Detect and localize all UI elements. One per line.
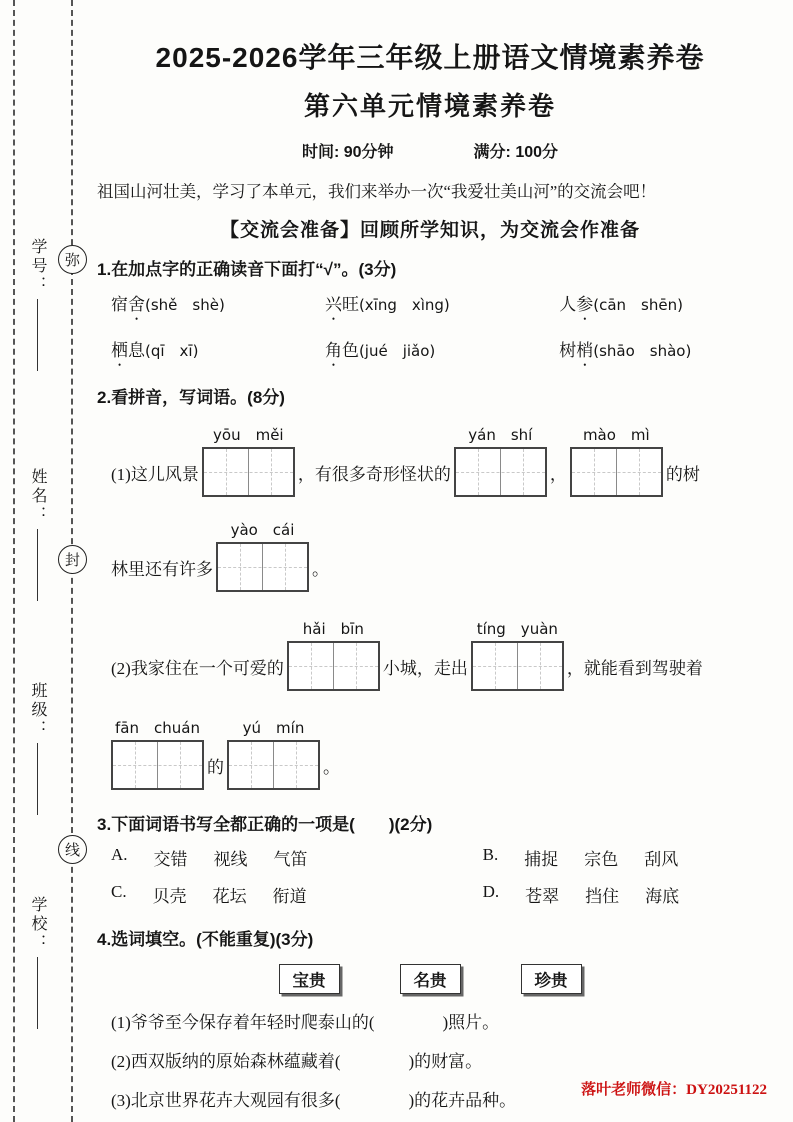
q1-items — [111, 290, 763, 370]
seal-char-label: 线 — [64, 843, 80, 859]
student-name-label: 姓名： — [29, 468, 46, 525]
pinyin-label: yōu měi — [213, 426, 284, 444]
pinyin-label: yán shí — [468, 426, 533, 444]
word-part: 宿 — [111, 295, 128, 314]
class-label: 班级： — [29, 682, 46, 739]
writing-cell[interactable] — [333, 643, 378, 689]
q2-text: ，有很多奇形怪状的 — [297, 465, 451, 484]
q3-option-c[interactable] — [111, 882, 483, 907]
option-word: 宗色 — [584, 850, 619, 869]
q2-line-3 — [111, 618, 763, 691]
time-limit: 时间: 90分钟 — [301, 144, 394, 161]
student-number-label: 学号： — [29, 238, 46, 295]
student-number-blank[interactable] — [37, 299, 38, 371]
writing-box-yanshi — [454, 424, 547, 497]
q2-line-1 — [111, 424, 763, 497]
word-part: 息 — [128, 341, 145, 360]
writing-cell[interactable] — [289, 643, 333, 689]
school-blank[interactable] — [37, 957, 38, 1029]
writing-box-maomi — [570, 424, 663, 497]
pinyin-label: fān chuán — [115, 719, 200, 737]
option-word: 苍翠 — [525, 887, 560, 906]
seal-char-feng — [58, 545, 87, 574]
writing-cell[interactable] — [273, 742, 318, 788]
option-word: 海底 — [645, 887, 680, 906]
q4-prompt — [97, 925, 763, 950]
q2-text: (2)我家住在一个可爱的 — [111, 659, 284, 678]
q4-item-2[interactable]: (2)西双版纳的原始森林蕴藏着( )的财富。 — [111, 1052, 483, 1071]
dotted-char: 栖 — [111, 341, 128, 360]
word-bank-item[interactable]: 名贵 — [400, 964, 461, 994]
word-part: 色 — [341, 341, 359, 360]
q2-text: 林里还有许多 — [111, 560, 213, 579]
writing-box-haibin — [287, 618, 380, 691]
writing-cell[interactable] — [157, 742, 202, 788]
option-word: 刮风 — [644, 850, 679, 869]
q4-item-3[interactable]: (3)北京世界花卉大观园有很多( )的花卉品种。 — [111, 1091, 517, 1110]
option-word: 贝壳 — [152, 887, 187, 906]
student-name-blank[interactable] — [37, 529, 38, 601]
writing-cells[interactable] — [202, 447, 295, 497]
q1-item[interactable] — [325, 336, 559, 370]
writing-cells[interactable] — [111, 740, 204, 790]
writing-cell[interactable] — [473, 643, 517, 689]
q1-prompt-text: 在加点字的正确读音下面打“√”。(3分) — [111, 260, 397, 279]
q2-text: 的树 — [665, 465, 700, 484]
pinyin-label: yú mín — [242, 719, 305, 737]
pinyin-label: mào mì — [582, 426, 650, 444]
q2-text: 。 — [323, 758, 340, 777]
writing-box-youmei — [202, 424, 295, 497]
q3-number: 3. — [97, 815, 112, 834]
option-word: 视线 — [213, 850, 248, 869]
meta-row — [97, 139, 763, 162]
teacher-contact: 落叶老师微信：DY20251122 — [581, 1082, 767, 1098]
seal-char-xian — [58, 835, 87, 864]
class-field[interactable] — [26, 682, 49, 815]
full-score: 满分: 100分 — [473, 144, 559, 161]
word-part: 人 — [559, 295, 577, 314]
student-number-field[interactable] — [26, 238, 49, 371]
dotted-char: 兴 — [324, 295, 342, 314]
q1-number: 1. — [97, 260, 112, 279]
writing-cell[interactable] — [572, 449, 616, 495]
q2-text: ，就能看到驾驶着 — [566, 659, 703, 678]
writing-cell[interactable] — [517, 643, 562, 689]
writing-cells[interactable] — [570, 447, 663, 497]
writing-cell[interactable] — [113, 742, 157, 788]
writing-box-fanchuan — [111, 717, 204, 790]
student-name-field[interactable] — [26, 468, 49, 601]
writing-box-yaocai — [216, 519, 309, 592]
q1-prompt — [97, 255, 763, 280]
q3-option-a[interactable] — [111, 845, 483, 870]
school-field[interactable] — [26, 896, 49, 1029]
word-part: 树 — [559, 341, 577, 360]
pinyin-choices[interactable]: (shě shè) — [145, 296, 225, 314]
dotted-char: 角 — [324, 341, 342, 360]
writing-box-yumin — [227, 717, 320, 790]
option-word: 捕捉 — [524, 850, 559, 869]
writing-cells[interactable] — [454, 447, 547, 497]
q3-prompt-text: 下面词语书写全都正确的一项是( )(2分) — [111, 815, 433, 834]
writing-cells[interactable] — [216, 542, 309, 592]
pinyin-label: yào cái — [230, 521, 295, 539]
writing-cell[interactable] — [204, 449, 248, 495]
writing-cells[interactable] — [287, 641, 380, 691]
section-header: 【交流会准备】回顾所学知识，为交流会作准备 — [219, 220, 640, 241]
writing-cell[interactable] — [248, 449, 293, 495]
q1-item[interactable] — [559, 290, 763, 324]
q2-text: 的 — [207, 758, 224, 777]
writing-cells[interactable] — [471, 641, 564, 691]
q1-item[interactable] — [325, 290, 559, 324]
option-word: 衔道 — [272, 887, 307, 906]
paper-title: 2025-2026学年三年级上册语文情境素养卷 — [155, 42, 705, 73]
q1-item[interactable] — [559, 336, 763, 370]
pinyin-choices[interactable]: (jué jiǎo) — [358, 342, 436, 360]
option-word: 挡住 — [585, 887, 620, 906]
q4-item-1[interactable]: (1)爷爷至今保存着年轻时爬泰山的( )照片。 — [111, 1013, 500, 1032]
exam-paper — [97, 36, 763, 1111]
writing-cells[interactable] — [227, 740, 320, 790]
option-letter: B. — [482, 845, 499, 864]
q3-options — [111, 845, 763, 907]
option-word: 花坛 — [212, 887, 247, 906]
q2-text: (1)这儿风景 — [111, 465, 199, 484]
dotted-char: 梢 — [576, 341, 594, 360]
dotted-char: 参 — [576, 295, 594, 314]
writing-cell[interactable] — [456, 449, 500, 495]
q2-text: ， — [549, 465, 567, 484]
seal-char-mi — [58, 245, 87, 274]
pinyin-choices[interactable]: (xīng xìng) — [358, 296, 450, 314]
writing-cell[interactable] — [262, 544, 307, 590]
q2-number: 2. — [97, 388, 112, 407]
word-part: 旺 — [341, 295, 359, 314]
q2-text: 。 — [312, 560, 329, 579]
writing-cell[interactable] — [500, 449, 545, 495]
intro-text: 祖国山河壮美，学习了本单元，我们来举办一次“我爱壮美山河”的交流会吧！ — [97, 182, 657, 201]
q1-item[interactable] — [111, 336, 325, 370]
q3-option-b[interactable] — [483, 845, 763, 870]
school-label: 学校： — [29, 896, 46, 953]
writing-cell[interactable] — [218, 544, 262, 590]
page-edge-dashed-line — [13, 0, 15, 1122]
writing-cell[interactable] — [616, 449, 661, 495]
pinyin-label: tíng yuàn — [476, 620, 558, 638]
word-bank — [97, 964, 763, 994]
pinyin-choices[interactable]: (qī xī) — [145, 342, 199, 360]
writing-box-tingyuan — [471, 618, 564, 691]
pinyin-choices[interactable]: (cān shēn) — [593, 296, 683, 314]
word-bank-item[interactable]: 宝贵 — [279, 964, 340, 994]
unit-title: 第六单元情境素养卷 — [303, 91, 556, 121]
q2-line-2 — [111, 519, 763, 592]
option-letter: D. — [482, 882, 500, 901]
pinyin-label: hǎi bīn — [302, 620, 364, 638]
q3-prompt — [97, 810, 763, 835]
q4-number: 4. — [97, 930, 112, 949]
option-word: 交错 — [153, 850, 188, 869]
q1-item[interactable] — [111, 290, 325, 324]
word-bank-item[interactable]: 珍贵 — [521, 964, 582, 994]
q3-option-d[interactable] — [483, 882, 763, 907]
option-letter: A. — [111, 845, 128, 864]
writing-cell[interactable] — [229, 742, 273, 788]
q2-prompt — [97, 383, 763, 408]
q4-prompt-text: 选词填空。(不能重复)(3分) — [111, 930, 314, 949]
q2-line-4 — [111, 717, 763, 790]
q2-text: 小城，走出 — [382, 659, 468, 678]
q2-prompt-text: 看拼音，写词语。(8分) — [111, 388, 285, 407]
pinyin-choices[interactable]: (shāo shào) — [593, 342, 692, 360]
seal-char-label: 封 — [64, 553, 80, 569]
dotted-char: 舍 — [128, 295, 145, 314]
seal-char-label: 弥 — [64, 253, 80, 269]
option-letter: C. — [111, 882, 127, 901]
class-blank[interactable] — [37, 743, 38, 815]
option-word: 气笛 — [273, 850, 308, 869]
